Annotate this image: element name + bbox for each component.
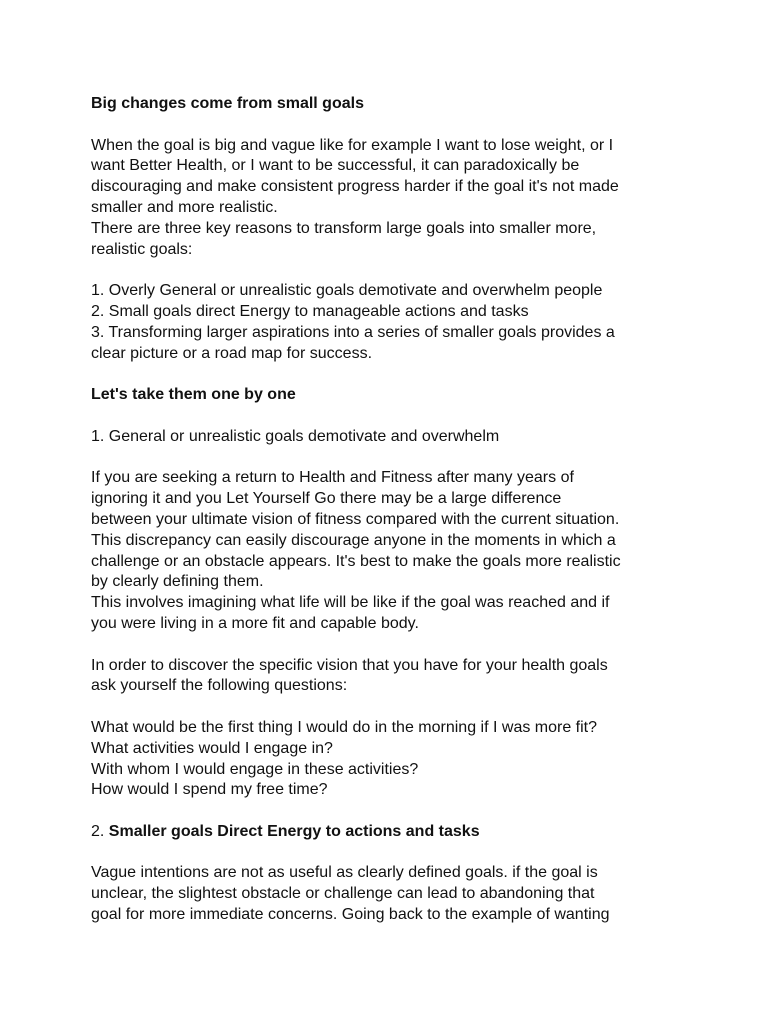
reason-line: clear picture or a road map for success. [91, 344, 373, 362]
spacer [91, 843, 691, 864]
section1-line: If you are seeking a return to Health and Fitness after many years of [91, 469, 574, 487]
section1-line: you were living in a more fit and capable body. [91, 614, 419, 632]
intro-line: discouraging and make consistent progress harder if the goal it's not made [91, 178, 619, 196]
reason-line: 2. Small goals direct Energy to manageable actions and tasks [91, 302, 529, 320]
section1-line: This discrepancy can easily discourage anyone in the moments in which a [91, 531, 616, 549]
question-line: How would I spend my free time? [91, 781, 328, 799]
section2-title: Smaller goals Direct Energy to actions and tasks [104, 822, 480, 840]
intro-line: There are three key reasons to transform large goals into smaller more, [91, 219, 597, 237]
vision-line: In order to discover the specific vision that you have for your health goals [91, 656, 608, 674]
section1-line: by clearly defining them. [91, 573, 264, 591]
reason-line: 1. Overly General or unrealistic goals demotivate and overwhelm people [91, 282, 603, 300]
questions-list [91, 718, 691, 801]
section1-line: ignoring it and you Let Yourself Go there may be a large difference [91, 490, 562, 508]
intro-line: want Better Health, or I want to be successful, it can paradoxically be [91, 157, 580, 175]
section1-title: 1. General or unrealistic goals demotivate and overwhelm [91, 427, 500, 445]
document-page [91, 94, 691, 926]
section2-line: goal for more immediate concerns. Going back to the example of wanting [91, 906, 610, 924]
question-line: With whom I would engage in these activities? [91, 760, 419, 778]
section1-line: This involves imagining what life will be like if the goal was reached and if [91, 594, 610, 612]
section2-line: unclear, the slightest obstacle or challenge can lead to abandoning that [91, 885, 595, 903]
spacer [91, 448, 691, 469]
spacer [91, 364, 691, 385]
intro-paragraph [91, 136, 691, 261]
question-line: What activities would I engage in? [91, 739, 333, 757]
section1-line: between your ultimate vision of fitness compared with the current situation. [91, 510, 620, 528]
section1-line: challenge or an obstacle appears. It's best to make the goals more realistic [91, 552, 621, 570]
vision-line: ask yourself the following questions: [91, 677, 348, 695]
spacer [91, 635, 691, 656]
section1-paragraph [91, 468, 691, 634]
question-line: What would be the first thing I would do in the morning if I was more fit? [91, 718, 598, 736]
section2-paragraph [91, 863, 691, 925]
spacer [91, 801, 691, 822]
spacer [91, 406, 691, 427]
section2-line: Vague intentions are not as useful as clearly defined goals. if the goal is [91, 864, 598, 882]
spacer [91, 260, 691, 281]
reason-line: 3. Transforming larger aspirations into a series of smaller goals provides a [91, 323, 615, 341]
intro-line: smaller and more realistic. [91, 198, 278, 216]
one-by-one-heading: Let's take them one by one [91, 386, 296, 404]
spacer [91, 115, 691, 136]
reasons-list [91, 281, 691, 364]
intro-line: realistic goals: [91, 240, 193, 258]
spacer [91, 697, 691, 718]
main-heading: Big changes come from small goals [91, 95, 364, 112]
section2-number: 2. [91, 822, 105, 840]
intro-line: When the goal is big and vague like for example I want to lose weight, or I [91, 136, 614, 154]
vision-paragraph [91, 656, 691, 698]
section2-heading [91, 822, 691, 843]
